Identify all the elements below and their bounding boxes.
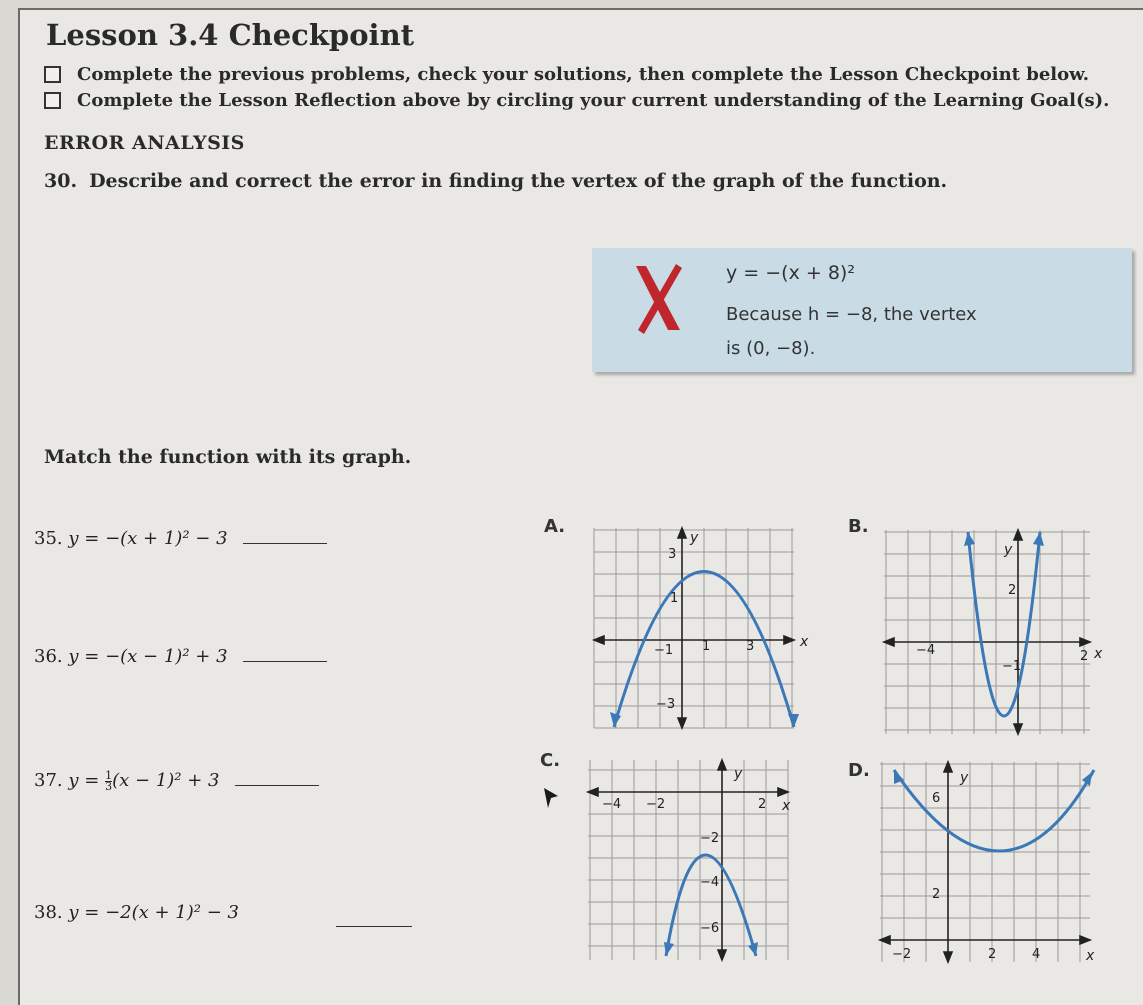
graph-c-tick: 2 [758, 797, 767, 812]
graph-a-tick: 3 [668, 547, 677, 562]
question-35-equation: y = −(x + 1)² − 3 [68, 528, 228, 549]
fraction-numerator: 1 [105, 768, 113, 782]
graph-b-label: B. [848, 516, 869, 537]
graph-b-tick: −4 [916, 643, 936, 658]
graph-b [884, 530, 1103, 734]
question-37-suffix: (x − 1)² + 3 [112, 770, 220, 791]
checkbox-2[interactable] [44, 92, 61, 109]
graph-c-y-label: y [734, 766, 743, 782]
graph-c-tick: −2 [700, 831, 720, 846]
graph-d [880, 762, 1095, 964]
graph-c-label: C. [540, 750, 561, 771]
graph-d-x-label: x [1086, 948, 1095, 964]
graph-d-tick: −2 [892, 947, 912, 962]
error-line-3: is (0, −8). [726, 338, 816, 359]
graph-a-label: A. [544, 516, 566, 537]
checkbox-1[interactable] [44, 66, 61, 83]
fraction-denominator: 3 [105, 779, 113, 793]
graph-c [588, 760, 791, 960]
error-analysis-heading: ERROR ANALYSIS [44, 132, 245, 154]
question-38-number: 38. [34, 902, 63, 923]
graph-c-x-label: x [782, 798, 791, 814]
checklist-item-1 [44, 64, 1089, 85]
question-35 [34, 528, 327, 549]
question-30-prompt: Describe and correct the error in finding the vertex of the graph of the function. [89, 170, 948, 192]
cursor-icon [542, 786, 560, 810]
question-30-number: 30. [44, 170, 78, 192]
question-38-equation: y = −2(x + 1)² − 3 [68, 902, 239, 923]
graph-a-tick: 3 [746, 639, 755, 654]
question-37-prefix: y = [68, 770, 106, 791]
graph-d-tick: 6 [932, 791, 941, 806]
graph-b-x-label: x [1094, 646, 1103, 662]
question-37 [34, 770, 319, 792]
graph-a-tick: 1 [702, 639, 711, 654]
checklist-item-2 [44, 90, 1109, 111]
graph-a-y-label: y [690, 530, 699, 546]
match-heading: Match the function with its graph. [44, 446, 412, 468]
checklist-text-1: Complete the previous problems, check your solutions, then complete the Lesson Checkpoint below. [77, 64, 1090, 85]
graph-c-tick: −2 [646, 797, 666, 812]
graph-a-x-label: x [800, 634, 809, 650]
answer-blank-38[interactable] [336, 926, 412, 927]
graph-b-tick: 2 [1080, 649, 1089, 664]
error-work-box [592, 248, 1132, 372]
graph-c-tick: −4 [700, 875, 720, 890]
graph-a-tick: −1 [654, 643, 674, 658]
graph-d-tick: 2 [932, 887, 941, 902]
graph-a-tick: −3 [656, 697, 676, 712]
graph-a [594, 528, 809, 728]
graph-d-label: D. [848, 760, 870, 781]
worksheet-page [18, 8, 1143, 1005]
question-30 [44, 170, 947, 192]
question-36 [34, 646, 327, 667]
graph-d-tick: 4 [1032, 947, 1041, 962]
graph-d-y-label: y [960, 770, 969, 786]
graph-d-tick: 2 [988, 947, 997, 962]
graph-b-tick: 2 [1008, 583, 1017, 598]
error-equation: y = −(x + 8)² [726, 262, 855, 284]
page-title: Lesson 3.4 Checkpoint [46, 18, 415, 52]
answer-blank-35[interactable] [243, 543, 327, 544]
question-37-number: 37. [34, 770, 63, 791]
graph-c-tick: −4 [602, 797, 622, 812]
answer-blank-37[interactable] [235, 785, 319, 786]
graph-a-tick: 1 [670, 591, 679, 606]
graph-b-y-label: y [1004, 542, 1013, 558]
error-line-2: Because h = −8, the vertex [726, 304, 977, 325]
graph-c-tick: −6 [700, 921, 720, 936]
error-x-icon [626, 258, 686, 338]
checklist-text-2: Complete the Lesson Reflection above by circling your current understanding of the Learning Goal(s). [77, 90, 1110, 111]
question-38 [34, 902, 239, 923]
question-36-equation: y = −(x − 1)² + 3 [68, 646, 228, 667]
answer-blank-36[interactable] [243, 661, 327, 662]
question-36-number: 36. [34, 646, 63, 667]
question-35-number: 35. [34, 528, 63, 549]
graph-b-tick: −1 [1002, 659, 1022, 674]
